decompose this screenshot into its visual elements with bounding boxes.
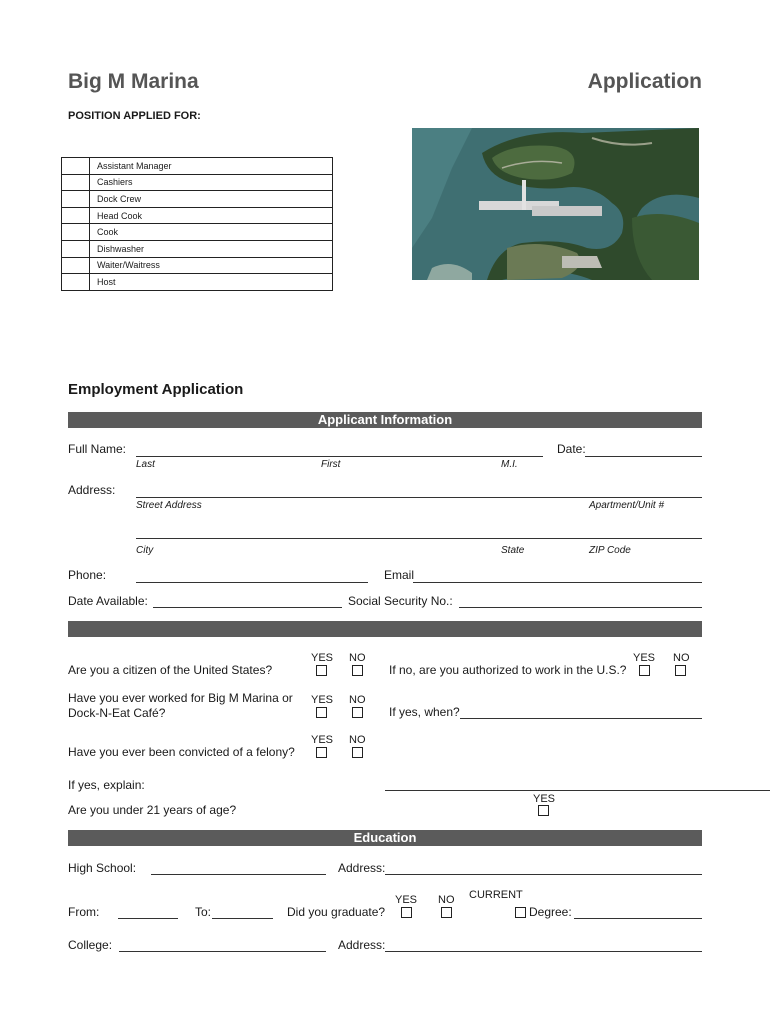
phone-field[interactable] <box>136 582 368 583</box>
position-row <box>62 240 333 257</box>
position-checkbox[interactable] <box>62 224 90 241</box>
marina-aerial-photo <box>412 128 699 280</box>
authorized-no-checkbox[interactable] <box>675 665 686 676</box>
position-label: POSITION APPLIED FOR: <box>68 110 201 122</box>
worked-question-line2: Dock-N-Eat Café? <box>68 706 166 720</box>
citizen-question: Are you a citizen of the United States? <box>68 663 273 677</box>
felony-yes-label: YES <box>311 734 334 746</box>
position-checkbox[interactable] <box>62 207 90 224</box>
worked-yes-label: YES <box>311 694 334 706</box>
position-option: Dishwasher <box>90 240 333 257</box>
authorized-yes-label: YES <box>633 652 656 664</box>
last-name-caption: Last <box>136 459 155 470</box>
position-option: Assistant Manager <box>90 158 333 175</box>
worked-yes-checkbox[interactable] <box>316 707 327 718</box>
applicant-info-bar: Applicant Information <box>68 412 702 428</box>
degree-label: Degree: <box>529 905 572 919</box>
college-address-field[interactable] <box>385 951 702 952</box>
from-label: From: <box>68 905 100 919</box>
position-option: Waiter/Waitress <box>90 257 333 274</box>
position-row <box>62 257 333 274</box>
full-name-field[interactable] <box>136 456 543 457</box>
position-row <box>62 191 333 208</box>
graduate-no-label: NO <box>438 894 455 906</box>
high-school-address-field[interactable] <box>385 874 702 875</box>
felony-no-checkbox[interactable] <box>352 747 363 758</box>
position-table <box>61 157 333 291</box>
high-school-address-label: Address: <box>338 861 386 875</box>
street-address-field[interactable] <box>136 497 702 498</box>
position-checkbox[interactable] <box>62 240 90 257</box>
position-row <box>62 174 333 191</box>
if-yes-when-label: If yes, when? <box>389 705 460 719</box>
explain-field[interactable] <box>385 790 770 791</box>
current-checkbox[interactable] <box>515 907 526 918</box>
high-school-label: High School: <box>68 861 137 875</box>
street-address-caption: Street Address <box>136 500 202 511</box>
under21-question: Are you under 21 years of age? <box>68 803 237 817</box>
to-label: To: <box>195 905 212 919</box>
college-address-label: Address: <box>338 938 386 952</box>
position-checkbox[interactable] <box>62 274 90 291</box>
graduate-yes-checkbox[interactable] <box>401 907 412 918</box>
position-option: Cook <box>90 224 333 241</box>
position-checkbox[interactable] <box>62 174 90 191</box>
apartment-caption: Apartment/Unit # <box>589 500 665 511</box>
college-field[interactable] <box>119 951 326 952</box>
position-row <box>62 158 333 175</box>
felony-question: Have you ever been convicted of a felony? <box>68 745 295 759</box>
position-row <box>62 207 333 224</box>
graduate-question: Did you graduate? <box>287 905 386 919</box>
city-state-zip-field[interactable] <box>136 538 702 539</box>
middle-initial-caption: M.I. <box>501 459 518 470</box>
phone-label: Phone: <box>68 568 107 582</box>
citizen-yes-label: YES <box>311 652 334 664</box>
date-label: Date: <box>557 442 586 456</box>
degree-field[interactable] <box>574 918 702 919</box>
full-name-label: Full Name: <box>68 442 127 456</box>
date-available-label: Date Available: <box>68 594 148 608</box>
education-bar: Education <box>68 830 702 846</box>
citizen-no-checkbox[interactable] <box>352 665 363 676</box>
date-available-field[interactable] <box>153 607 342 608</box>
email-label: Email <box>384 568 415 582</box>
worked-no-checkbox[interactable] <box>352 707 363 718</box>
position-option: Head Cook <box>90 207 333 224</box>
first-name-caption: First <box>321 459 341 470</box>
ssn-label: Social Security No.: <box>348 594 453 608</box>
under21-yes-checkbox[interactable] <box>538 805 549 816</box>
college-label: College: <box>68 938 113 952</box>
from-field[interactable] <box>118 918 178 919</box>
state-caption: State <box>501 545 525 556</box>
authorized-question: If no, are you authorized to work in the U.S.? <box>389 663 627 677</box>
address-label: Address: <box>68 483 116 497</box>
worked-question-line1: Have you ever worked for Big M Marina or <box>68 691 293 705</box>
high-school-field[interactable] <box>151 874 326 875</box>
position-option: Cashiers <box>90 174 333 191</box>
document-title: Application <box>587 70 702 93</box>
position-checkbox[interactable] <box>62 191 90 208</box>
position-row <box>62 224 333 241</box>
worked-no-label: NO <box>349 694 366 706</box>
position-checkbox[interactable] <box>62 158 90 175</box>
citizen-yes-checkbox[interactable] <box>316 665 327 676</box>
current-label: CURRENT <box>469 889 523 901</box>
position-option: Dock Crew <box>90 191 333 208</box>
city-caption: City <box>136 545 154 556</box>
authorized-no-label: NO <box>673 652 690 664</box>
position-row <box>62 274 333 291</box>
explain-label: If yes, explain: <box>68 778 145 792</box>
date-field[interactable] <box>585 456 702 457</box>
if-yes-when-field[interactable] <box>460 718 702 719</box>
position-checkbox[interactable] <box>62 257 90 274</box>
questions-bar <box>68 621 702 637</box>
position-option: Host <box>90 274 333 291</box>
under21-yes-label: YES <box>533 793 556 805</box>
felony-yes-checkbox[interactable] <box>316 747 327 758</box>
to-field[interactable] <box>212 918 273 919</box>
zip-caption: ZIP Code <box>589 545 631 556</box>
felony-no-label: NO <box>349 734 366 746</box>
email-field[interactable] <box>413 582 702 583</box>
graduate-yes-label: YES <box>395 894 418 906</box>
section-title: Employment Application <box>68 381 244 398</box>
ssn-field[interactable] <box>459 607 702 608</box>
authorized-yes-checkbox[interactable] <box>639 665 650 676</box>
company-name: Big M Marina <box>68 70 199 93</box>
citizen-no-label: NO <box>349 652 366 664</box>
graduate-no-checkbox[interactable] <box>441 907 452 918</box>
